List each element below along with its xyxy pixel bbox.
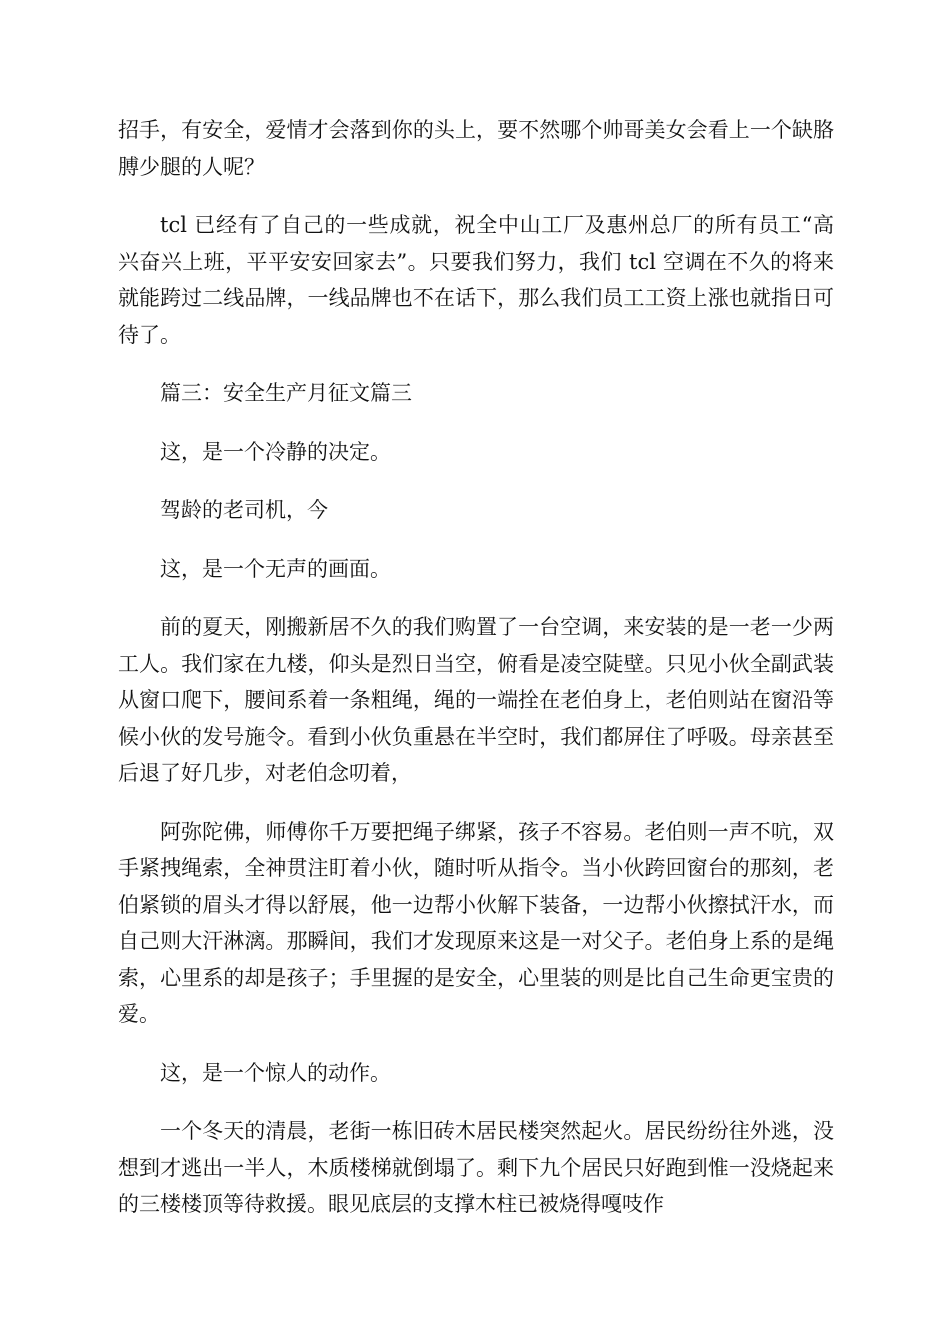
paragraph-10: 一个冬天的清晨，老街一栋旧砖木居民楼突然起火。居民纷纷往外逃，没想到才逃出一半人，木质楼梯就倒塌了。剩下九个居民只好跑到惟一没烧起来的三楼楼顶等待救援。眼见底层的支撑木柱已被烧得嘎吱作 xyxy=(118,1119,834,1216)
paragraph-2: tcl 已经有了自己的一些成就，祝全中山工厂及惠州总厂的所有员工“高兴奋兴上班，平平安安回家去”。只要我们努力，我们 tcl 空调在不久的将来就能跨过二线品牌，一线品牌也不在话下，那么我们员工工资上涨也就指日可待了。 xyxy=(118,213,834,347)
paragraph-1: 招手，有安全，爱情才会落到你的头上，要不然哪个帅哥美女会看上一个缺胳膊少腿的人呢？ xyxy=(118,118,834,179)
paragraph-4: 这，是一个冷静的决定。 xyxy=(160,439,391,464)
document-body xyxy=(118,112,834,1245)
paragraph-9: 这，是一个惊人的动作。 xyxy=(160,1060,391,1085)
section-heading: 篇三：安全生产月征文篇三 xyxy=(160,381,412,405)
paragraph-7: 前的夏天，刚搬新居不久的我们购置了一台空调，来安装的是一老一少两工人。我们家在九楼，仰头是烈日当空，俯看是凌空陡壁。只见小伙全副武装从窗口爬下，腰间系着一条粗绳，绳的一端拴在老伯身上，老伯则站在窗沿等候小伙的发号施令。看到小伙负重悬在半空时，我们都屏住了呼吸。母亲甚至后退了好几步，对老伯念叨着， xyxy=(118,615,834,785)
paragraph-6: 这，是一个无声的画面。 xyxy=(160,556,391,581)
paragraph-5: 驾龄的老司机，今 xyxy=(160,498,328,522)
paragraph-8: 阿弥陀佛，师傅你千万要把绳子绑紧，孩子不容易。老伯则一声不吭，双手紧拽绳索，全神贯注盯着小伙，随时听从指令。当小伙跨回窗台的那刻，老伯紧锁的眉头才得以舒展，他一边帮小伙解下装备，一边帮小伙擦拭汗水，而自己则大汗淋漓。那瞬间，我们才发现原来这是一对父子。老伯身上系的是绳索，心里系的却是孩子；手里握的是安全，心里装的则是比自己生命更宝贵的爱。 xyxy=(118,819,834,1026)
